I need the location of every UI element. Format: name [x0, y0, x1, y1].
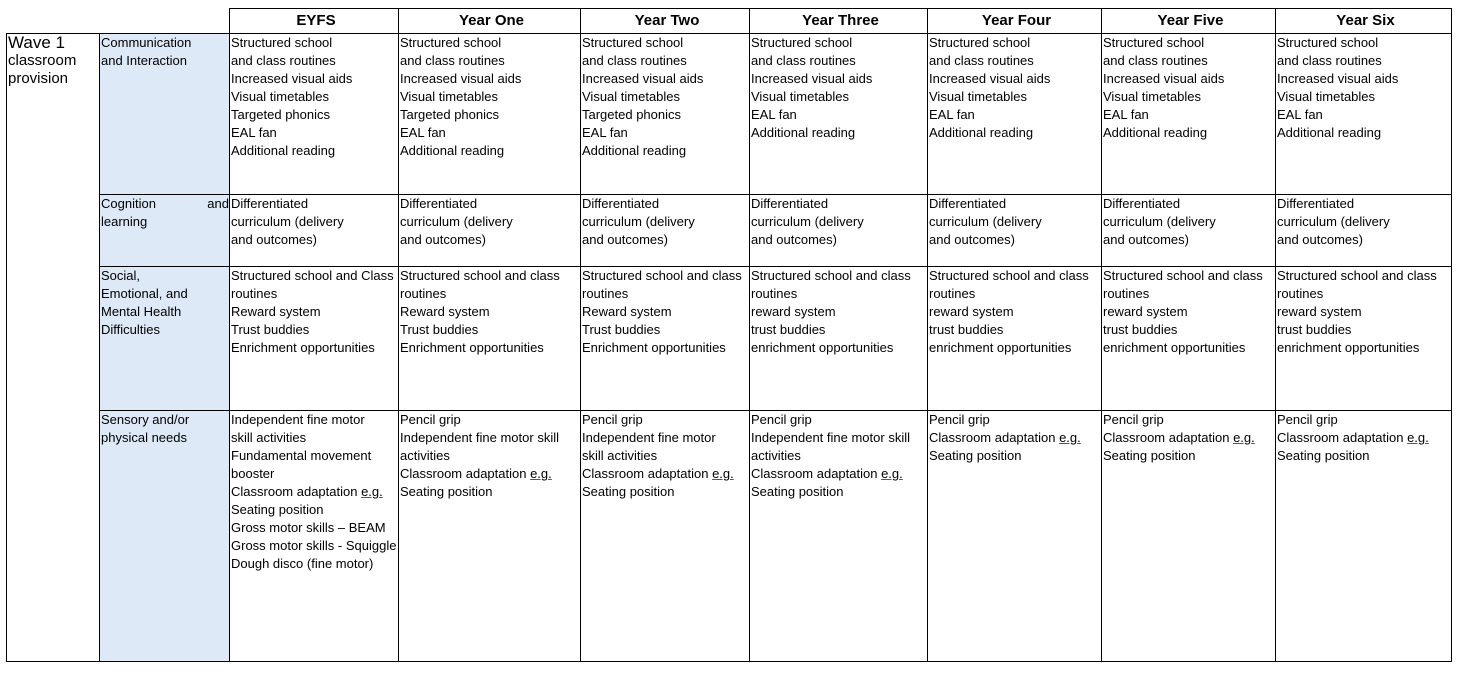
cell-line: reward system	[1103, 304, 1188, 319]
cell-line: and outcomes)	[929, 232, 1015, 247]
cell-line: Differentiated	[582, 196, 660, 211]
cell-communication-year-five	[1102, 34, 1276, 195]
cell-line: curriculum (delivery	[1277, 214, 1390, 229]
cell-line: Increased visual aids	[582, 71, 704, 86]
cell-line: Differentiated	[400, 196, 478, 211]
cell-line: Additional reading	[231, 143, 336, 158]
area-label-line: Difficulties	[101, 322, 161, 337]
cell-line: Visual timetables	[1277, 89, 1376, 104]
provision-table	[6, 8, 1452, 662]
cell-line: and class routines	[231, 53, 336, 68]
cell-line: Additional reading	[582, 143, 687, 158]
cell-line: Seating position	[751, 484, 844, 499]
cell-line: trust buddies	[1277, 322, 1352, 337]
cell-line: Gross motor skills – BEAM	[231, 520, 386, 535]
header-eyfs: EYFS	[230, 9, 399, 34]
cell-line: Pencil grip	[582, 412, 643, 427]
cell-line: Trust buddies	[231, 322, 310, 337]
cell-sensory-year-four	[928, 411, 1102, 662]
cell-line: booster	[231, 466, 275, 481]
eg-abbreviation: e.g.	[530, 466, 552, 481]
cell-line: Increased visual aids	[400, 71, 522, 86]
cell-line: trust buddies	[751, 322, 826, 337]
cell-social-year-four	[928, 267, 1102, 411]
cell-line: Structured school	[1103, 35, 1205, 50]
cell-line: enrichment opportunities	[1103, 340, 1246, 355]
cell-line: Gross motor skills - Squiggle	[231, 538, 397, 553]
cell-cognition-eyfs	[230, 195, 399, 267]
cell-line: and class routines	[1103, 53, 1208, 68]
cell-line: trust buddies	[929, 322, 1004, 337]
area-label-line: Communication	[101, 35, 192, 50]
cell-line: and class routines	[400, 53, 505, 68]
cell-sensory-year-five	[1102, 411, 1276, 662]
cell-communication-year-two	[581, 34, 750, 195]
cell-line: Classroom adaptation e.g.	[929, 430, 1081, 445]
cell-line: Targeted phonics	[582, 107, 682, 122]
cell-sensory-eyfs	[230, 411, 399, 662]
cell-line: curriculum (delivery	[582, 214, 695, 229]
cell-line: Differentiated	[751, 196, 829, 211]
cell-line: curriculum (delivery	[929, 214, 1042, 229]
cell-line: Increased visual aids	[1103, 71, 1225, 86]
cell-line: Visual timetables	[929, 89, 1028, 104]
cell-sensory-year-one	[399, 411, 581, 662]
cell-social-eyfs	[230, 267, 399, 411]
cell-line: Pencil grip	[751, 412, 812, 427]
cell-line: Classroom adaptation e.g.	[1277, 430, 1429, 445]
cell-line: reward system	[1277, 304, 1362, 319]
cell-line: Visual timetables	[1103, 89, 1202, 104]
row-communication	[7, 34, 1452, 195]
cell-line: Classroom adaptation e.g.	[582, 466, 734, 481]
cell-line: Seating position	[1103, 448, 1196, 463]
cell-line: curriculum (delivery	[400, 214, 513, 229]
header-year-three: Year Three	[750, 9, 928, 34]
cell-line: Visual timetables	[231, 89, 330, 104]
area-sensory	[100, 411, 230, 662]
cell-line: Dough disco (fine motor)	[231, 556, 374, 571]
cell-line: Structured school and class	[400, 268, 560, 283]
cell-line: Pencil grip	[400, 412, 461, 427]
cell-line: and class routines	[582, 53, 687, 68]
wave-label-line: classroom	[8, 52, 77, 69]
header-year-two: Year Two	[581, 9, 750, 34]
row-social	[7, 267, 1452, 411]
area-social	[100, 267, 230, 411]
row-cognition	[7, 195, 1452, 267]
cell-line: skill activities	[231, 430, 307, 445]
cell-line: Independent fine motor	[582, 430, 716, 445]
cell-line: Fundamental movement	[231, 448, 372, 463]
cell-cognition-year-one	[399, 195, 581, 267]
area-communication	[100, 34, 230, 195]
area-label-line: Emotional, and	[101, 286, 188, 301]
cell-line: EAL fan	[751, 107, 797, 122]
cell-line: Enrichment opportunities	[231, 340, 375, 355]
eg-abbreviation: e.g.	[1407, 430, 1429, 445]
cell-line: Independent fine motor	[231, 412, 365, 427]
cell-cognition-year-four	[928, 195, 1102, 267]
eg-abbreviation: e.g.	[1059, 430, 1081, 445]
cell-line: Pencil grip	[929, 412, 990, 427]
cell-line: Targeted phonics	[231, 107, 331, 122]
cell-line: and outcomes)	[751, 232, 837, 247]
eg-abbreviation: e.g.	[712, 466, 734, 481]
area-label-line: Sensory and/or	[101, 412, 190, 427]
cell-line: Seating position	[582, 484, 675, 499]
cell-line: routines	[1277, 286, 1324, 301]
area-cognition	[100, 195, 230, 267]
eg-abbreviation: e.g.	[881, 466, 903, 481]
cell-line: activities	[751, 448, 801, 463]
eg-abbreviation: e.g.	[1233, 430, 1255, 445]
cell-line: Structured school and class	[751, 268, 911, 283]
cell-line: Classroom adaptation e.g.	[1103, 430, 1255, 445]
cell-communication-eyfs	[230, 34, 399, 195]
cell-line: and outcomes)	[231, 232, 317, 247]
cell-line: Seating position	[231, 502, 324, 517]
cell-line: EAL fan	[400, 125, 446, 140]
cell-line: Reward system	[582, 304, 672, 319]
cell-line: Pencil grip	[1103, 412, 1164, 427]
cell-line: Independent fine motor skill	[400, 430, 559, 445]
cell-line: curriculum (delivery	[751, 214, 864, 229]
cell-line: Increased visual aids	[231, 71, 353, 86]
cell-line: EAL fan	[929, 107, 975, 122]
area-label-line: learning	[101, 214, 148, 229]
cell-line: Differentiated	[231, 196, 309, 211]
cell-line: Pencil grip	[1277, 412, 1338, 427]
cell-line: Classroom adaptation e.g.	[400, 466, 552, 481]
cell-line: Visual timetables	[582, 89, 681, 104]
cell-line: trust buddies	[1103, 322, 1178, 337]
cell-social-year-six	[1276, 267, 1452, 411]
cell-sensory-year-two	[581, 411, 750, 662]
cell-line: Structured school and class	[929, 268, 1089, 283]
cell-line: Differentiated	[1103, 196, 1181, 211]
area-label-line: Social,	[101, 268, 141, 283]
header-year-six: Year Six	[1276, 9, 1452, 34]
cell-line: enrichment opportunities	[1277, 340, 1420, 355]
cell-line: enrichment opportunities	[929, 340, 1072, 355]
area-label-line: Cognition and	[101, 196, 229, 211]
cell-line: Structured school	[751, 35, 853, 50]
cell-line: and outcomes)	[1103, 232, 1189, 247]
cell-line: Additional reading	[751, 125, 856, 140]
row-sensory	[7, 411, 1452, 662]
cell-line: routines	[582, 286, 629, 301]
cell-line: and outcomes)	[582, 232, 668, 247]
cell-cognition-year-three	[750, 195, 928, 267]
cell-cognition-year-two	[581, 195, 750, 267]
cell-line: Visual timetables	[400, 89, 499, 104]
cell-line: Targeted phonics	[400, 107, 500, 122]
cell-social-year-five	[1102, 267, 1276, 411]
cell-sensory-year-three	[750, 411, 928, 662]
cell-line: and class routines	[929, 53, 1034, 68]
cell-line: Additional reading	[1277, 125, 1382, 140]
cell-social-year-one	[399, 267, 581, 411]
cell-line: Reward system	[400, 304, 490, 319]
header-blank-cell	[7, 9, 230, 34]
cell-line: Structured school	[400, 35, 502, 50]
eg-abbreviation: e.g.	[361, 484, 383, 499]
cell-line: reward system	[929, 304, 1014, 319]
cell-line: routines	[1103, 286, 1150, 301]
area-label-line: Mental Health	[101, 304, 182, 319]
cell-line: routines	[929, 286, 976, 301]
cell-communication-year-one	[399, 34, 581, 195]
area-label-line: physical needs	[101, 430, 187, 445]
cell-line: Trust buddies	[400, 322, 479, 337]
cell-line: Increased visual aids	[751, 71, 873, 86]
cell-line: routines	[400, 286, 447, 301]
cell-line: Structured school and Class	[231, 268, 394, 283]
cell-line: Increased visual aids	[1277, 71, 1399, 86]
cell-line: Differentiated	[929, 196, 1007, 211]
header-row	[7, 9, 1452, 34]
cell-line: routines	[751, 286, 798, 301]
cell-line: Structured school	[1277, 35, 1379, 50]
cell-cognition-year-six	[1276, 195, 1452, 267]
cell-line: Structured school	[582, 35, 684, 50]
cell-line: Enrichment opportunities	[400, 340, 544, 355]
cell-line: activities	[400, 448, 450, 463]
wave-label-line: provision	[8, 70, 69, 87]
cell-line: Trust buddies	[582, 322, 661, 337]
cell-social-year-three	[750, 267, 928, 411]
cell-line: Increased visual aids	[929, 71, 1051, 86]
cell-line: curriculum (delivery	[231, 214, 344, 229]
cell-line: Additional reading	[400, 143, 505, 158]
cell-line: Seating position	[1277, 448, 1370, 463]
cell-line: Reward system	[231, 304, 321, 319]
cell-cognition-year-five	[1102, 195, 1276, 267]
cell-line: Seating position	[929, 448, 1022, 463]
cell-line: Seating position	[400, 484, 493, 499]
cell-communication-year-four	[928, 34, 1102, 195]
cell-line: reward system	[751, 304, 836, 319]
cell-line: EAL fan	[231, 125, 277, 140]
cell-line: routines	[231, 286, 278, 301]
cell-communication-year-six	[1276, 34, 1452, 195]
cell-line: EAL fan	[582, 125, 628, 140]
cell-line: Structured school and class	[582, 268, 742, 283]
cell-line: Visual timetables	[751, 89, 850, 104]
cell-line: skill activities	[582, 448, 658, 463]
cell-line: Additional reading	[929, 125, 1034, 140]
cell-line: Differentiated	[1277, 196, 1355, 211]
cell-line: enrichment opportunities	[751, 340, 894, 355]
cell-line: and class routines	[751, 53, 856, 68]
cell-line: Structured school and class	[1103, 268, 1263, 283]
header-year-five: Year Five	[1102, 9, 1276, 34]
cell-line: EAL fan	[1277, 107, 1323, 122]
wave-label	[7, 34, 100, 662]
cell-social-year-two	[581, 267, 750, 411]
cell-line: and outcomes)	[400, 232, 486, 247]
wave-label-line: Wave 1	[8, 33, 66, 52]
cell-line: and class routines	[1277, 53, 1382, 68]
cell-line: Structured school	[929, 35, 1031, 50]
cell-sensory-year-six	[1276, 411, 1452, 662]
cell-line: Enrichment opportunities	[582, 340, 726, 355]
cell-line: Independent fine motor skill	[751, 430, 910, 445]
header-year-four: Year Four	[928, 9, 1102, 34]
cell-line: curriculum (delivery	[1103, 214, 1216, 229]
cell-line: Classroom adaptation e.g.	[231, 484, 383, 499]
cell-line: Structured school	[231, 35, 333, 50]
cell-communication-year-three	[750, 34, 928, 195]
cell-line: Structured school and class	[1277, 268, 1437, 283]
cell-line: Additional reading	[1103, 125, 1208, 140]
cell-line: and outcomes)	[1277, 232, 1363, 247]
area-label-line: and Interaction	[101, 53, 188, 68]
cell-line: EAL fan	[1103, 107, 1149, 122]
header-year-one: Year One	[399, 9, 581, 34]
cell-line: Classroom adaptation e.g.	[751, 466, 903, 481]
